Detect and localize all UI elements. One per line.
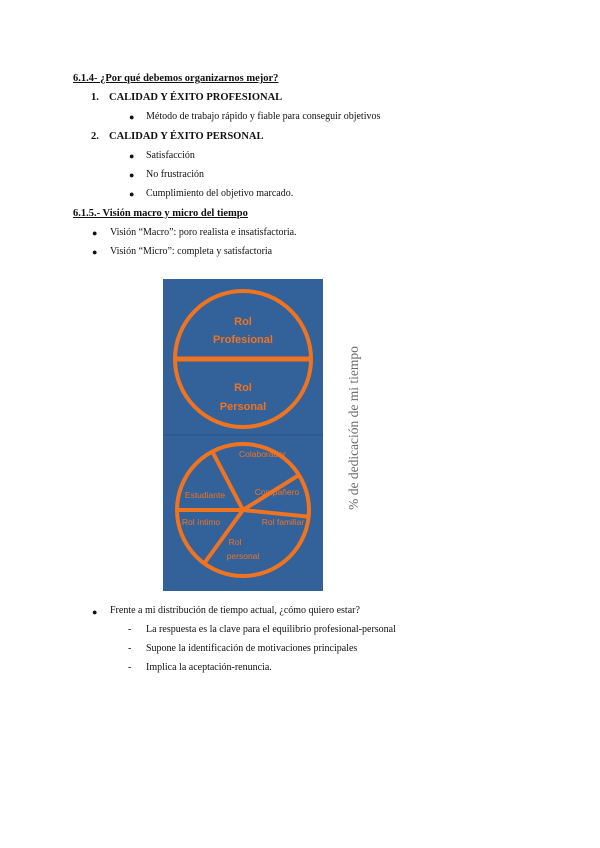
dash-icon: - [128,662,132,673]
dash-item-3: Implica la aceptación-renuncia. [146,662,272,673]
item-2-bullet-3: Cumplimiento del objetivo marcado. [146,188,294,199]
heading-6-1-5: 6.1.5.- Visión macro y micro del tiempo [73,208,248,219]
bullet-icon: ● [92,228,98,238]
item-2-bullet-1: Satisfacción [146,150,195,161]
dash-item-1: La respuesta es la clave para el equilibrio profesional-personal [146,624,396,635]
item-1-bullet-1: Método de trabajo rápido y fiable para conseguir objetivos [146,111,381,122]
bullet-icon: ● [129,189,135,199]
dash-item-2: Supone la identificación de motivaciones principales [146,643,358,654]
macro-top-label-line-2: Profesional [213,334,273,346]
macro-bottom-label-line-1: Rol [234,382,252,394]
dash-icon: - [128,643,132,654]
distribution-question: Frente a mi distribución de tiempo actual, ¿cómo quiero estar? [110,605,360,616]
bullet-icon: ● [92,607,98,617]
segment-colaborador: Colaborador [239,449,286,459]
segment-rol-label-line-1: Rol [228,537,242,547]
dash-icon: - [128,624,132,635]
item-1-title: CALIDAD Y ÉXITO PROFESIONAL [109,92,283,103]
segment-companero: Compañero [254,487,300,497]
segment-estudiante: Estudiante [184,490,226,500]
time-dedication-figure [163,279,323,591]
macro-bottom-label-line-2: Personal [219,401,267,413]
list-number-1: 1. [91,92,99,103]
segment-rol-familiar: Rol familiar [261,517,305,527]
item-2-title: CALIDAD Y ÉXITO PERSONAL [109,131,264,142]
macro-top-label-line-1: Rol [234,316,252,328]
side-label-container [344,333,364,523]
segment-rol-intimo: Rol íntimo [181,517,221,527]
list-number-2: 2. [91,131,99,142]
bullet-icon: ● [129,112,135,122]
micro-bullet: Visión “Micro”: completa y satisfactoria [110,246,273,257]
segment-rol-label-line-2: personal [226,551,260,561]
item-2-bullet-2: No frustración [146,169,205,180]
side-label: % de dedicación de mi tiempo [346,346,361,510]
bullet-icon: ● [129,151,135,161]
bullet-icon: ● [92,247,98,257]
bullet-icon: ● [129,170,135,180]
heading-6-1-4: 6.1.4- ¿Por qué debemos organizarnos mejor? [73,73,279,84]
macro-bullet: Visión “Macro”: poro realista e insatisfactoria. [110,227,297,238]
